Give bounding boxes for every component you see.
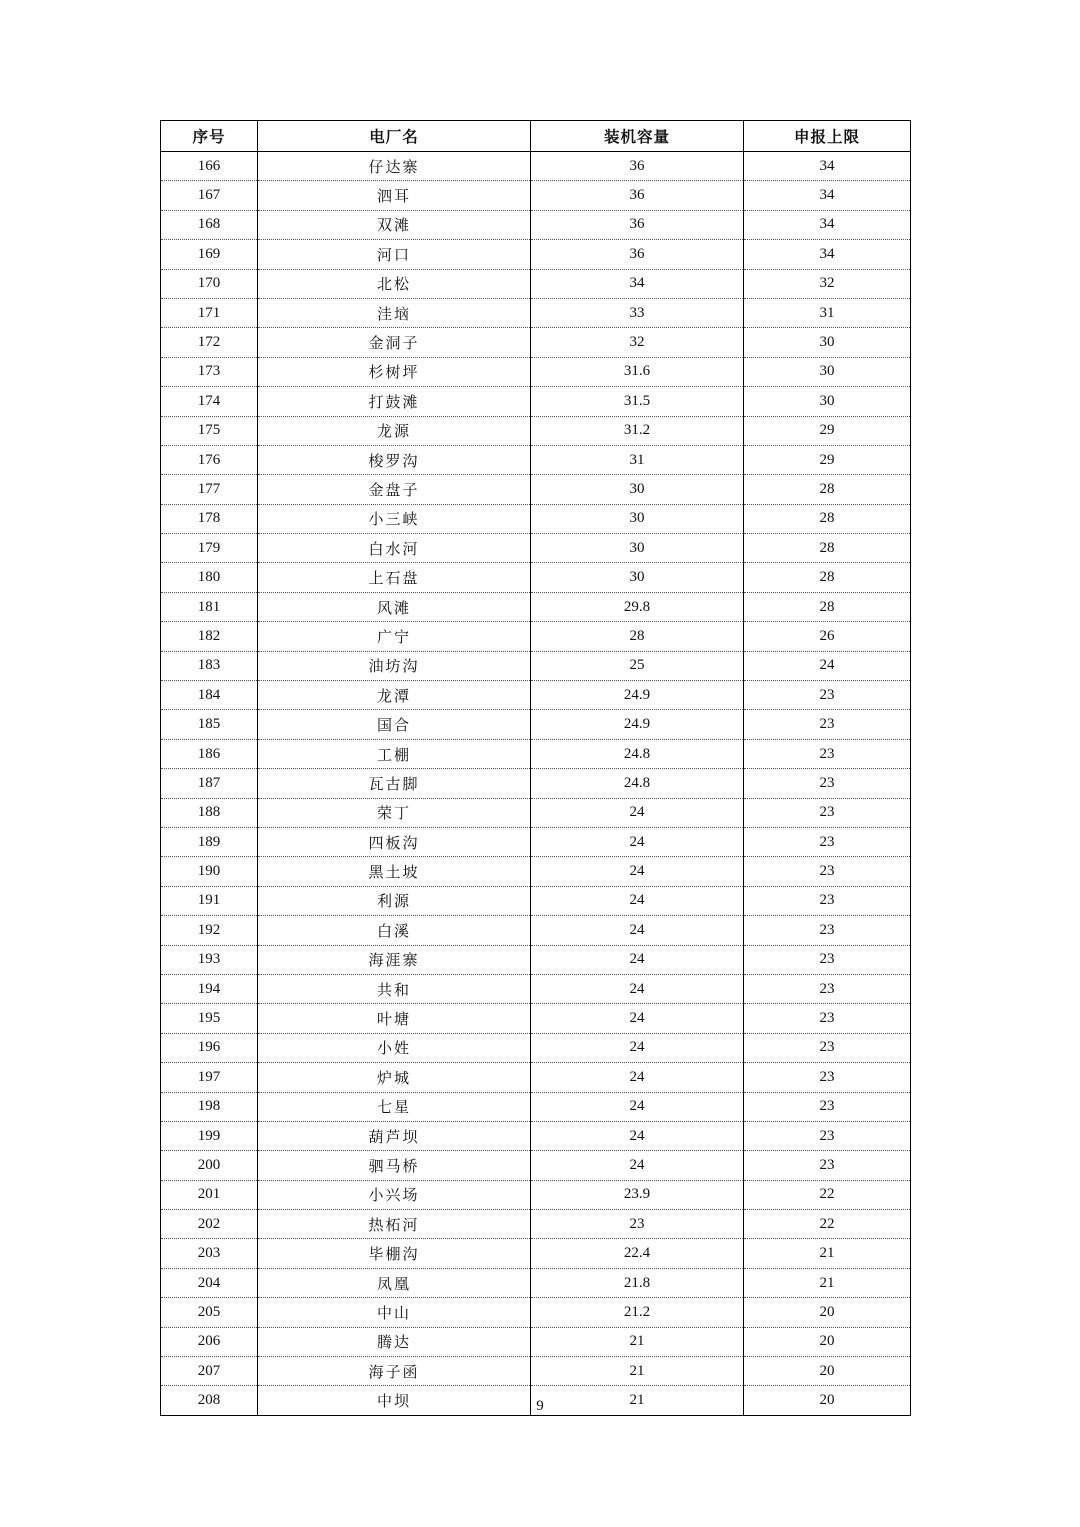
cell-index: 208 [161, 1386, 258, 1415]
cell-plant-name: 小姓 [258, 1033, 531, 1062]
cell-index: 184 [161, 681, 258, 710]
cell-index: 197 [161, 1063, 258, 1092]
cell-index: 190 [161, 857, 258, 886]
cell-installed-capacity: 36 [531, 181, 744, 210]
cell-declared-upper-limit: 23 [744, 1063, 911, 1092]
cell-installed-capacity: 36 [531, 210, 744, 239]
table-row [161, 1268, 911, 1297]
cell-plant-name: 上石盘 [258, 563, 531, 592]
table-row [161, 798, 911, 827]
cell-installed-capacity: 31.2 [531, 416, 744, 445]
cell-declared-upper-limit: 20 [744, 1298, 911, 1327]
table-row [161, 1239, 911, 1268]
cell-installed-capacity: 31.6 [531, 357, 744, 386]
cell-declared-upper-limit: 23 [744, 710, 911, 739]
cell-index: 199 [161, 1121, 258, 1150]
column-header-index: 序号 [161, 121, 258, 152]
cell-declared-upper-limit: 28 [744, 592, 911, 621]
cell-plant-name: 龙潭 [258, 681, 531, 710]
table-row [161, 1210, 911, 1239]
cell-installed-capacity: 21 [531, 1327, 744, 1356]
cell-declared-upper-limit: 22 [744, 1180, 911, 1209]
cell-plant-name: 国合 [258, 710, 531, 739]
cell-declared-upper-limit: 23 [744, 857, 911, 886]
cell-index: 176 [161, 445, 258, 474]
cell-index: 195 [161, 1004, 258, 1033]
cell-index: 191 [161, 886, 258, 915]
cell-index: 200 [161, 1151, 258, 1180]
table-row [161, 945, 911, 974]
table-row [161, 298, 911, 327]
cell-index: 172 [161, 328, 258, 357]
cell-installed-capacity: 24.8 [531, 739, 744, 768]
cell-declared-upper-limit: 23 [744, 1121, 911, 1150]
cell-plant-name: 海子函 [258, 1357, 531, 1386]
cell-declared-upper-limit: 28 [744, 563, 911, 592]
cell-declared-upper-limit: 23 [744, 681, 911, 710]
cell-declared-upper-limit: 28 [744, 504, 911, 533]
cell-index: 178 [161, 504, 258, 533]
cell-installed-capacity: 28 [531, 622, 744, 651]
cell-installed-capacity: 24 [531, 1092, 744, 1121]
table-row [161, 416, 911, 445]
cell-plant-name: 叶塘 [258, 1004, 531, 1033]
cell-index: 201 [161, 1180, 258, 1209]
cell-index: 186 [161, 739, 258, 768]
cell-installed-capacity: 24 [531, 945, 744, 974]
table-row [161, 1357, 911, 1386]
cell-declared-upper-limit: 23 [744, 945, 911, 974]
cell-plant-name: 凤凰 [258, 1268, 531, 1297]
table-row [161, 387, 911, 416]
cell-plant-name: 泗耳 [258, 181, 531, 210]
cell-declared-upper-limit: 21 [744, 1268, 911, 1297]
power-plant-table-container [160, 120, 906, 1416]
cell-installed-capacity: 21 [531, 1357, 744, 1386]
cell-installed-capacity: 24.9 [531, 681, 744, 710]
cell-index: 179 [161, 534, 258, 563]
table-row [161, 592, 911, 621]
cell-installed-capacity: 31 [531, 445, 744, 474]
cell-installed-capacity: 29.8 [531, 592, 744, 621]
cell-index: 177 [161, 475, 258, 504]
cell-declared-upper-limit: 23 [744, 1151, 911, 1180]
table-row [161, 328, 911, 357]
cell-declared-upper-limit: 22 [744, 1210, 911, 1239]
table-row [161, 445, 911, 474]
table-row [161, 534, 911, 563]
cell-declared-upper-limit: 29 [744, 445, 911, 474]
cell-plant-name: 河口 [258, 240, 531, 269]
cell-index: 174 [161, 387, 258, 416]
table-row [161, 769, 911, 798]
table-row [161, 563, 911, 592]
cell-declared-upper-limit: 29 [744, 416, 911, 445]
cell-installed-capacity: 30 [531, 534, 744, 563]
cell-declared-upper-limit: 23 [744, 827, 911, 856]
cell-plant-name: 广宁 [258, 622, 531, 651]
table-row [161, 1063, 911, 1092]
cell-declared-upper-limit: 28 [744, 534, 911, 563]
cell-installed-capacity: 24 [531, 1063, 744, 1092]
cell-index: 205 [161, 1298, 258, 1327]
cell-declared-upper-limit: 23 [744, 974, 911, 1003]
cell-declared-upper-limit: 23 [744, 1092, 911, 1121]
table-row [161, 181, 911, 210]
table-body [161, 152, 911, 1416]
cell-installed-capacity: 24 [531, 886, 744, 915]
cell-index: 192 [161, 916, 258, 945]
table-row [161, 827, 911, 856]
cell-declared-upper-limit: 20 [744, 1386, 911, 1415]
cell-installed-capacity: 30 [531, 504, 744, 533]
table-row [161, 1004, 911, 1033]
cell-declared-upper-limit: 30 [744, 357, 911, 386]
cell-index: 173 [161, 357, 258, 386]
cell-index: 170 [161, 269, 258, 298]
cell-installed-capacity: 31.5 [531, 387, 744, 416]
table-row [161, 240, 911, 269]
table-header [161, 121, 911, 152]
cell-index: 167 [161, 181, 258, 210]
cell-installed-capacity: 25 [531, 651, 744, 680]
cell-plant-name: 北松 [258, 269, 531, 298]
cell-plant-name: 打鼓滩 [258, 387, 531, 416]
cell-plant-name: 共和 [258, 974, 531, 1003]
cell-declared-upper-limit: 31 [744, 298, 911, 327]
power-plant-table [160, 120, 911, 1416]
cell-plant-name: 利源 [258, 886, 531, 915]
cell-installed-capacity: 21.2 [531, 1298, 744, 1327]
cell-index: 196 [161, 1033, 258, 1062]
cell-declared-upper-limit: 32 [744, 269, 911, 298]
cell-installed-capacity: 24 [531, 1121, 744, 1150]
cell-installed-capacity: 30 [531, 563, 744, 592]
cell-plant-name: 金盘子 [258, 475, 531, 504]
cell-declared-upper-limit: 23 [744, 1004, 911, 1033]
cell-installed-capacity: 32 [531, 328, 744, 357]
cell-declared-upper-limit: 28 [744, 475, 911, 504]
cell-plant-name: 油坊沟 [258, 651, 531, 680]
table-row [161, 1121, 911, 1150]
cell-declared-upper-limit: 26 [744, 622, 911, 651]
cell-installed-capacity: 24 [531, 798, 744, 827]
cell-plant-name: 驷马桥 [258, 1151, 531, 1180]
cell-index: 198 [161, 1092, 258, 1121]
cell-installed-capacity: 33 [531, 298, 744, 327]
cell-plant-name: 金洞子 [258, 328, 531, 357]
cell-declared-upper-limit: 23 [744, 886, 911, 915]
cell-plant-name: 腾达 [258, 1327, 531, 1356]
cell-installed-capacity: 24.8 [531, 769, 744, 798]
table-row [161, 916, 911, 945]
cell-index: 171 [161, 298, 258, 327]
cell-installed-capacity: 24 [531, 974, 744, 1003]
cell-index: 207 [161, 1357, 258, 1386]
cell-index: 194 [161, 974, 258, 1003]
cell-plant-name: 四板沟 [258, 827, 531, 856]
cell-declared-upper-limit: 23 [744, 798, 911, 827]
table-row [161, 1151, 911, 1180]
cell-declared-upper-limit: 20 [744, 1357, 911, 1386]
cell-plant-name: 中坝 [258, 1386, 531, 1415]
table-row [161, 1327, 911, 1356]
column-header-installed-capacity: 装机容量 [531, 121, 744, 152]
cell-installed-capacity: 36 [531, 152, 744, 181]
cell-installed-capacity: 21.8 [531, 1268, 744, 1297]
cell-index: 189 [161, 827, 258, 856]
cell-installed-capacity: 23.9 [531, 1180, 744, 1209]
cell-installed-capacity: 36 [531, 240, 744, 269]
cell-declared-upper-limit: 23 [744, 916, 911, 945]
cell-installed-capacity: 24.9 [531, 710, 744, 739]
cell-installed-capacity: 34 [531, 269, 744, 298]
table-header-row [161, 121, 911, 152]
table-row [161, 681, 911, 710]
cell-index: 206 [161, 1327, 258, 1356]
cell-installed-capacity: 24 [531, 827, 744, 856]
table-row [161, 1180, 911, 1209]
cell-declared-upper-limit: 34 [744, 152, 911, 181]
cell-declared-upper-limit: 34 [744, 181, 911, 210]
column-header-plant-name: 电厂名 [258, 121, 531, 152]
cell-index: 180 [161, 563, 258, 592]
cell-index: 187 [161, 769, 258, 798]
cell-plant-name: 双滩 [258, 210, 531, 239]
cell-declared-upper-limit: 30 [744, 387, 911, 416]
table-row [161, 974, 911, 1003]
cell-index: 202 [161, 1210, 258, 1239]
table-row [161, 357, 911, 386]
table-row [161, 651, 911, 680]
cell-plant-name: 葫芦坝 [258, 1121, 531, 1150]
column-header-declared-upper-limit: 申报上限 [744, 121, 911, 152]
cell-plant-name: 风滩 [258, 592, 531, 621]
cell-plant-name: 毕棚沟 [258, 1239, 531, 1268]
cell-index: 203 [161, 1239, 258, 1268]
cell-installed-capacity: 23 [531, 1210, 744, 1239]
cell-plant-name: 杉树坪 [258, 357, 531, 386]
cell-declared-upper-limit: 30 [744, 328, 911, 357]
cell-index: 193 [161, 945, 258, 974]
cell-index: 168 [161, 210, 258, 239]
cell-installed-capacity: 24 [531, 1004, 744, 1033]
table-row [161, 1298, 911, 1327]
cell-index: 181 [161, 592, 258, 621]
cell-index: 183 [161, 651, 258, 680]
cell-installed-capacity: 22.4 [531, 1239, 744, 1268]
cell-declared-upper-limit: 20 [744, 1327, 911, 1356]
cell-declared-upper-limit: 24 [744, 651, 911, 680]
table-row [161, 504, 911, 533]
cell-index: 169 [161, 240, 258, 269]
cell-declared-upper-limit: 34 [744, 240, 911, 269]
table-row [161, 152, 911, 181]
cell-declared-upper-limit: 34 [744, 210, 911, 239]
cell-declared-upper-limit: 21 [744, 1239, 911, 1268]
cell-plant-name: 海涯寨 [258, 945, 531, 974]
cell-index: 166 [161, 152, 258, 181]
cell-plant-name: 仔达寨 [258, 152, 531, 181]
cell-plant-name: 七星 [258, 1092, 531, 1121]
cell-installed-capacity: 24 [531, 1151, 744, 1180]
cell-plant-name: 瓦古脚 [258, 769, 531, 798]
table-row [161, 710, 911, 739]
cell-plant-name: 工棚 [258, 739, 531, 768]
cell-plant-name: 中山 [258, 1298, 531, 1327]
table-row [161, 739, 911, 768]
cell-installed-capacity: 24 [531, 857, 744, 886]
cell-installed-capacity: 21 [531, 1386, 744, 1415]
cell-index: 188 [161, 798, 258, 827]
table-row [161, 475, 911, 504]
cell-index: 182 [161, 622, 258, 651]
cell-installed-capacity: 24 [531, 916, 744, 945]
cell-plant-name: 小兴场 [258, 1180, 531, 1209]
page-number: 9 [536, 1398, 544, 1414]
cell-plant-name: 黑土坡 [258, 857, 531, 886]
cell-plant-name: 梭罗沟 [258, 445, 531, 474]
cell-declared-upper-limit: 23 [744, 1033, 911, 1062]
table-row [161, 210, 911, 239]
table-row [161, 1092, 911, 1121]
table-row [161, 269, 911, 298]
cell-plant-name: 热柘河 [258, 1210, 531, 1239]
cell-index: 175 [161, 416, 258, 445]
cell-index: 204 [161, 1268, 258, 1297]
cell-installed-capacity: 24 [531, 1033, 744, 1062]
cell-plant-name: 炉城 [258, 1063, 531, 1092]
cell-index: 185 [161, 710, 258, 739]
cell-plant-name: 白水河 [258, 534, 531, 563]
cell-declared-upper-limit: 23 [744, 769, 911, 798]
table-row [161, 622, 911, 651]
table-row [161, 1033, 911, 1062]
cell-plant-name: 龙源 [258, 416, 531, 445]
cell-declared-upper-limit: 23 [744, 739, 911, 768]
cell-plant-name: 洼垴 [258, 298, 531, 327]
table-row [161, 886, 911, 915]
table-row [161, 857, 911, 886]
cell-plant-name: 白溪 [258, 916, 531, 945]
cell-plant-name: 荣丁 [258, 798, 531, 827]
cell-installed-capacity: 30 [531, 475, 744, 504]
cell-plant-name: 小三峡 [258, 504, 531, 533]
